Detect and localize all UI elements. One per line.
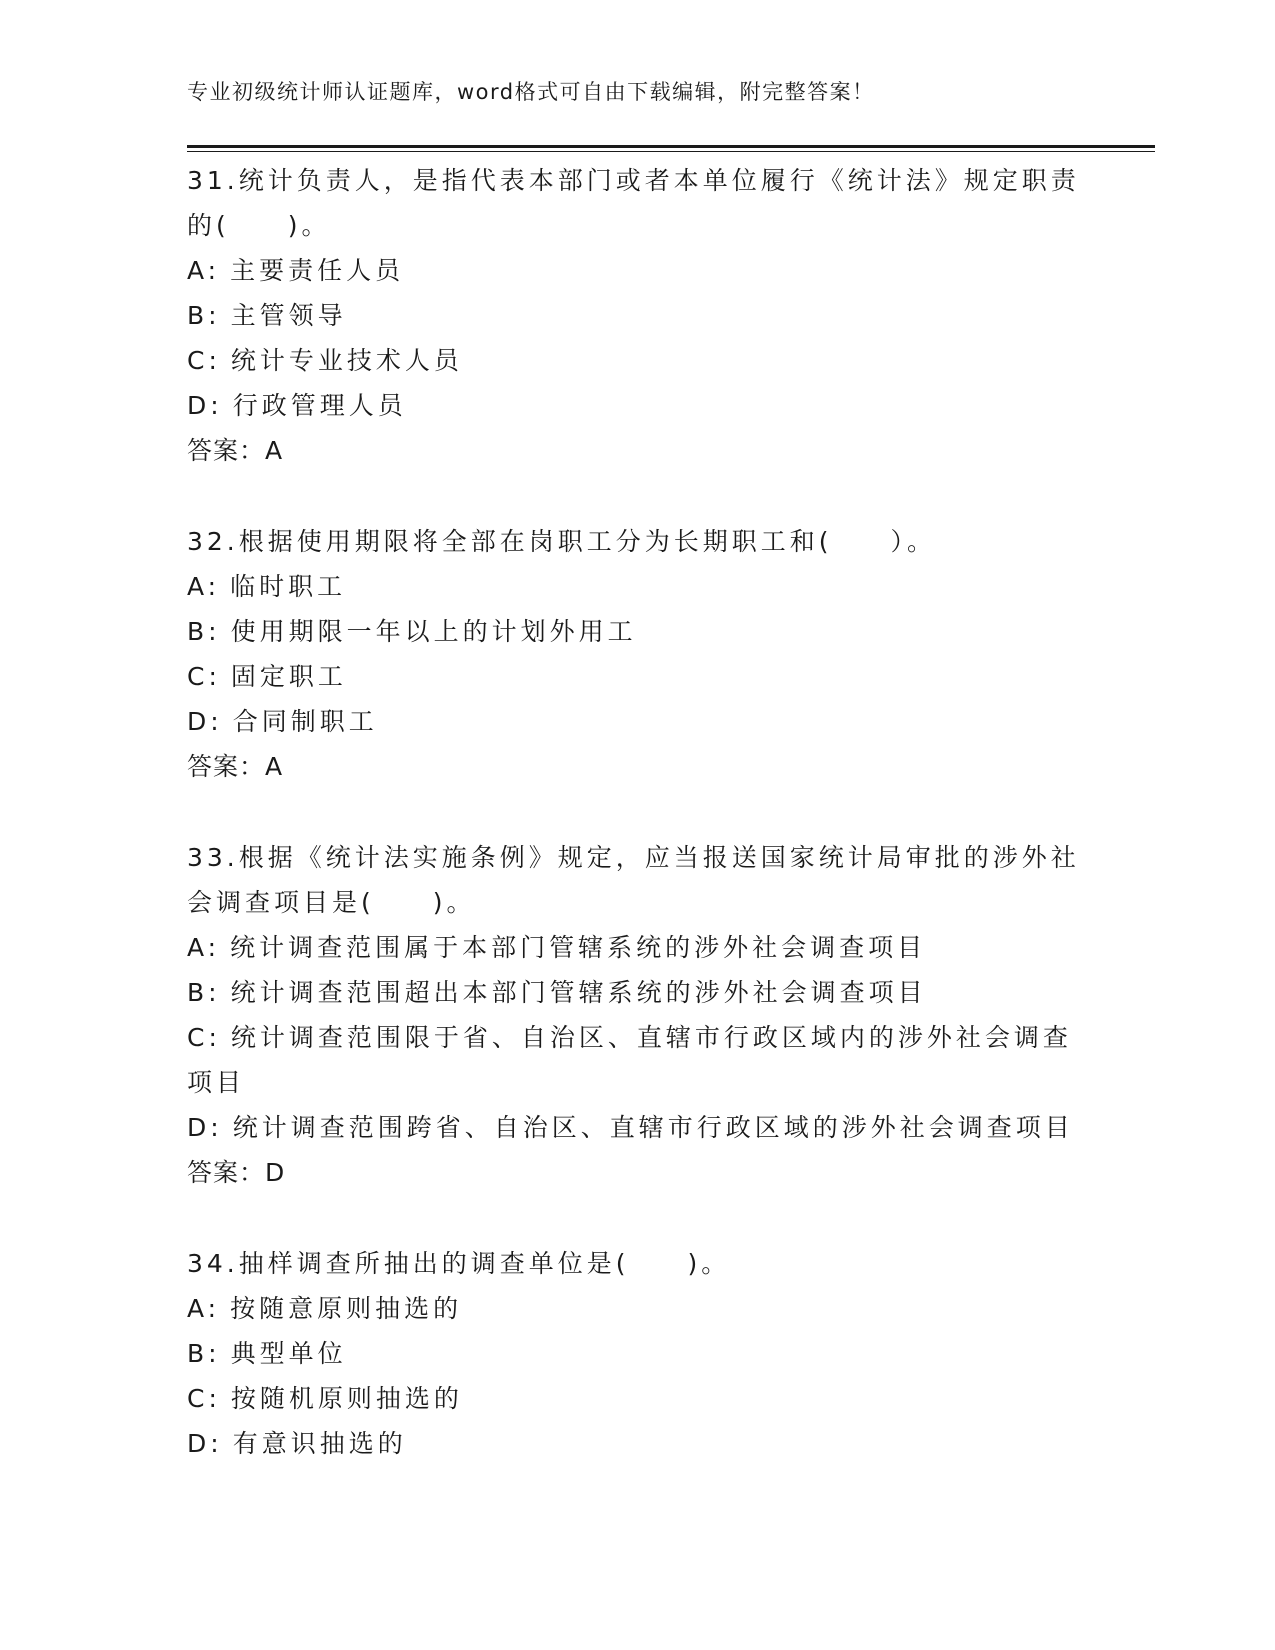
option-text: 行政管理人员 bbox=[232, 391, 407, 420]
option-d bbox=[187, 383, 1087, 428]
header-rule-thick bbox=[187, 145, 1155, 148]
option-label: A: bbox=[187, 256, 221, 285]
option-a bbox=[187, 564, 1087, 609]
question-33 bbox=[187, 835, 1087, 1195]
question-stem: 34.抽样调查所抽出的调查单位是( )。 bbox=[187, 1249, 731, 1278]
question-34 bbox=[187, 1241, 1087, 1466]
option-text: 使用期限一年以上的计划外用工 bbox=[230, 617, 637, 646]
option-d bbox=[187, 699, 1087, 744]
question-list bbox=[187, 158, 1087, 1512]
question-31 bbox=[187, 158, 1087, 473]
option-text: 临时职工 bbox=[230, 572, 347, 601]
option-text: 按随意原则抽选的 bbox=[230, 1294, 463, 1323]
question-stem: 33.根据《统计法实施条例》规定，应当报送国家统计局审批的涉外社会调查项目是( )。 bbox=[187, 843, 1080, 917]
page-header: 专业初级统计师认证题库，word格式可自由下载编辑，附完整答案！ bbox=[187, 80, 875, 104]
option-label: C: bbox=[187, 662, 221, 691]
option-text: 按随机原则抽选的 bbox=[230, 1384, 463, 1413]
option-label: A: bbox=[187, 1294, 221, 1323]
option-text: 统计调查范围限于省、自治区、直辖市行政区域内的涉外社会调查项目 bbox=[187, 1023, 1072, 1097]
option-c bbox=[187, 654, 1087, 699]
option-a bbox=[187, 1286, 1087, 1331]
option-text: 有意识抽选的 bbox=[232, 1429, 407, 1458]
option-text: 固定职工 bbox=[230, 662, 347, 691]
option-b bbox=[187, 1331, 1087, 1376]
option-text: 典型单位 bbox=[230, 1339, 347, 1368]
option-label: D: bbox=[187, 391, 223, 420]
question-stem: 31.统计负责人，是指代表本部门或者本单位履行《统计法》规定职责的( )。 bbox=[187, 166, 1080, 240]
option-d bbox=[187, 1421, 1087, 1466]
option-text: 合同制职工 bbox=[232, 707, 378, 736]
option-label: B: bbox=[187, 617, 221, 646]
option-a bbox=[187, 248, 1087, 293]
option-label: C: bbox=[187, 1023, 221, 1052]
option-label: D: bbox=[187, 1429, 223, 1458]
option-label: D: bbox=[187, 1113, 223, 1142]
option-label: B: bbox=[187, 301, 221, 330]
answer: 答案：A bbox=[187, 752, 284, 781]
option-b bbox=[187, 609, 1087, 654]
option-label: A: bbox=[187, 572, 221, 601]
option-text: 统计调查范围跨省、自治区、直辖市行政区域的涉外社会调查项目 bbox=[232, 1113, 1074, 1142]
question-stem: 32.根据使用期限将全部在岗职工分为长期职工和( ）。 bbox=[187, 527, 937, 556]
header-rule-thin bbox=[187, 151, 1155, 152]
option-label: D: bbox=[187, 707, 223, 736]
option-a bbox=[187, 925, 1087, 970]
option-b bbox=[187, 293, 1087, 338]
option-text: 统计调查范围超出本部门管辖系统的涉外社会调查项目 bbox=[230, 978, 927, 1007]
option-c bbox=[187, 338, 1087, 383]
option-label: C: bbox=[187, 346, 221, 375]
question-32 bbox=[187, 519, 1087, 789]
answer: 答案：D bbox=[187, 1158, 286, 1187]
option-b bbox=[187, 970, 1087, 1015]
option-label: A: bbox=[187, 933, 221, 962]
option-d bbox=[187, 1105, 1087, 1150]
option-c bbox=[187, 1015, 1087, 1105]
option-text: 主要责任人员 bbox=[230, 256, 405, 285]
option-text: 统计调查范围属于本部门管辖系统的涉外社会调查项目 bbox=[230, 933, 927, 962]
option-label: C: bbox=[187, 1384, 221, 1413]
answer: 答案：A bbox=[187, 436, 284, 465]
option-label: B: bbox=[187, 1339, 221, 1368]
option-text: 统计专业技术人员 bbox=[230, 346, 463, 375]
option-label: B: bbox=[187, 978, 221, 1007]
option-c bbox=[187, 1376, 1087, 1421]
option-text: 主管领导 bbox=[230, 301, 347, 330]
